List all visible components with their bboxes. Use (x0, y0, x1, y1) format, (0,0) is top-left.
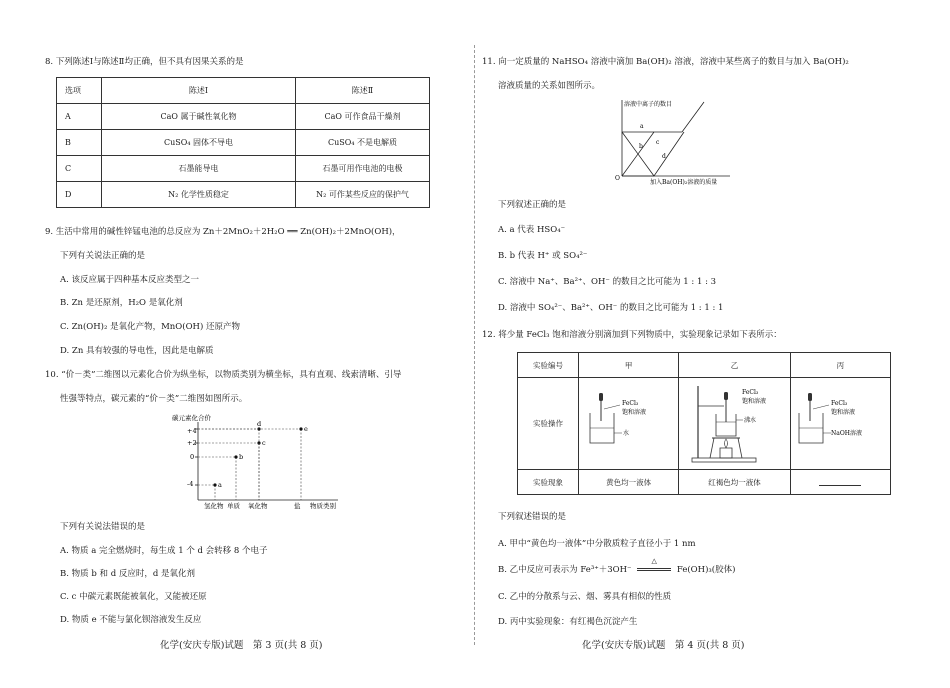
q11-stem: 11. 向一定质量的 NaHSO₄ 溶液中滴加 Ba(OH)₂ 溶液，溶液中某些离子的数目与加入 Ba(OH)₂ (482, 57, 849, 67)
table-header: 乙 (679, 353, 790, 378)
valence-class-chart (170, 410, 350, 510)
table-cell: A (57, 104, 102, 130)
table-cell: CuSO₄ 不是电解质 (296, 130, 430, 156)
q11-option-a: A. a 代表 HSO₄⁻ (498, 225, 566, 235)
table-cell: 石墨能导电 (102, 156, 296, 182)
data-point (213, 483, 216, 486)
x-tick-label: 单质 (227, 502, 240, 510)
table-cell: N₂ 化学性质稳定 (102, 182, 296, 208)
q10-sub: 下列有关说法错误的是 (60, 522, 146, 532)
table-cell: B (57, 130, 102, 156)
y-tick-label: -4 (187, 480, 194, 488)
q12-option-d: D. 丙中实验现象：有红褐色沉淀产生 (498, 617, 638, 627)
reagent-label: 沸水 (744, 416, 757, 424)
origin-label: O (615, 175, 620, 182)
q11-option-b: B. b 代表 H⁺ 或 SO₄²⁻ (498, 251, 588, 261)
table-cell: 红褐色均一液体 (679, 470, 790, 495)
q11-option-c: C. 溶液中 Na⁺、Ba²⁺、OH⁻ 的数目之比可能为 1 : 1 : 3 (498, 277, 717, 287)
series-label: d (662, 153, 666, 160)
table-row (518, 378, 891, 470)
q12-table (517, 352, 891, 495)
point-label: b (239, 453, 244, 461)
table-row (518, 470, 891, 495)
dropper-bulb (724, 392, 728, 400)
x-tick-label: 氧化物 (248, 502, 268, 510)
q11-option-d: D. 溶液中 SO₄²⁻、Ba²⁺、OH⁻ 的数目之比可能为 1 : 1 : 1 (498, 303, 724, 313)
reagent-label: NaOH溶液 (831, 429, 863, 437)
heating-apparatus-diagram (684, 380, 784, 466)
reagent-label: 饱和溶液 (742, 397, 767, 405)
q8-table (56, 77, 430, 208)
y-tick-label: +2 (187, 439, 197, 447)
table-row (57, 78, 430, 104)
q12-sub: 下列叙述错误的是 (498, 512, 567, 522)
point-label: d (257, 420, 262, 428)
x-tick-label: 氢化物 (204, 502, 224, 510)
y-tick-label: +4 (187, 427, 197, 435)
y-axis-label: 溶液中离子的数目 (624, 101, 673, 108)
stand-base (692, 458, 756, 462)
q10-option-b: B. 物质 b 和 d 反应时，d 是氧化剂 (60, 569, 195, 579)
table-header: 陈述Ⅱ (296, 78, 430, 104)
beaker-dropper-diagram (584, 383, 674, 463)
q9-option-d: D. Zn 具有较强的导电性，因此是电解质 (60, 346, 214, 356)
reagent-label: 饱和溶液 (621, 408, 646, 416)
table-row (57, 156, 430, 182)
heat-arrow (634, 557, 674, 575)
x-axis-label: 加入Ba(OH)₂溶液的质量 (650, 179, 718, 186)
table-cell: 实验操作 (518, 378, 579, 470)
footer-left: 化学(安庆专版)试题 第 3 页(共 8 页) (160, 640, 323, 651)
q10-option-a: A. 物质 a 完全燃烧时，每生成 1 个 d 会转移 8 个电子 (60, 546, 268, 556)
q11-stem-2: 溶液质量的关系如图所示。 (498, 81, 601, 91)
heat-symbol: △ (651, 557, 657, 565)
table-cell: D (57, 182, 102, 208)
q12-option-c: C. 乙中的分散系与云、烟、雾具有相似的性质 (498, 592, 672, 602)
table-header: 陈述Ⅰ (102, 78, 296, 104)
table-row (518, 353, 891, 378)
table-cell: CaO 可作食品干燥剂 (296, 104, 430, 130)
reagent-label: 饱和溶液 (831, 408, 856, 416)
column-divider (474, 45, 475, 645)
option-b-lhs: B. 乙中反应可表示为 Fe³⁺＋3OH⁻ (498, 565, 632, 575)
footer-right: 化学(安庆专版)试题 第 4 页(共 8 页) (582, 640, 745, 651)
series-d-line (622, 132, 684, 176)
table-header: 选项 (57, 78, 102, 104)
table-cell: CaO 属于碱性氧化物 (102, 104, 296, 130)
dropper-bulb (599, 393, 603, 401)
table-cell: C (57, 156, 102, 182)
q12-option-b (498, 557, 736, 575)
reagent-label: 水 (622, 429, 629, 437)
x-tick-label: 盐 (294, 502, 301, 510)
q10-stem-2: 性强等特点，碳元素的“价－类”二维图如图所示。 (60, 394, 248, 404)
y-axis-label: 碳元素化合价 (172, 414, 211, 422)
table-cell: 石墨可用作电池的电极 (296, 156, 430, 182)
q9-stem-2: 下列有关说法正确的是 (60, 251, 146, 261)
q12-option-a: A. 甲中“黄色均一液体”中分散质粒子直径小于 1 nm (498, 539, 696, 549)
point-label: c (262, 439, 266, 447)
experiment-bing-cell (790, 378, 890, 470)
table-cell: 黄色均一液体 (579, 470, 679, 495)
alcohol-lamp (720, 448, 732, 458)
q9-option-c: C. Zn(OH)₂ 是氧化产物，MnO(OH) 还原产物 (60, 322, 240, 332)
table-cell: CuSO₄ 固体不导电 (102, 130, 296, 156)
table-header: 丙 (790, 353, 890, 378)
series-label: b (639, 143, 643, 150)
q11-sub: 下列叙述正确的是 (498, 200, 567, 210)
reagent-label: FeCl₃ (831, 399, 848, 407)
y-tick-label: 0 (190, 453, 195, 461)
dropper-bulb (808, 393, 812, 401)
point-label: a (218, 481, 222, 489)
series-label: a (640, 123, 644, 130)
series-label: c (656, 139, 660, 146)
experiment-jia-cell (579, 378, 679, 470)
table-header: 甲 (579, 353, 679, 378)
q10-stem: 10. “价－类”二维图以元素化合价为纵坐标，以物质类别为横坐标，具有直观、线索清晰、引导 (45, 370, 402, 380)
point-label: e (304, 425, 308, 433)
option-b-rhs: Fe(OH)₃(胶体) (676, 565, 736, 575)
table-row (57, 104, 430, 130)
table-cell: N₂ 可作某些反应的保护气 (296, 182, 430, 208)
q10-option-d: D. 物质 e 不能与氯化钡溶液发生反应 (60, 615, 202, 625)
q9-stem: 9. 生活中常用的碱性锌锰电池的总反应为 Zn＋2MnO₂＋2H₂O ══ Zn(OH)₂＋2MnO(OH)， (45, 227, 401, 237)
q12-stem: 12. 将少量 FeCl₃ 饱和溶液分别滴加到下列物质中，实验现象记录如下表所示： (482, 330, 782, 340)
experiment-yi-cell (679, 378, 790, 470)
data-point (299, 427, 302, 430)
x-axis-label: 物质类别 (310, 502, 336, 510)
beaker-dropper-diagram (795, 383, 885, 463)
q8-stem: 8. 下列陈述Ⅰ与陈述Ⅱ均正确，但不具有因果关系的是 (45, 57, 244, 67)
data-point (234, 455, 237, 458)
answer-blank (790, 470, 890, 495)
reagent-label: FeCl₃ (742, 388, 759, 396)
table-cell: 实验现象 (518, 470, 579, 495)
table-row (57, 130, 430, 156)
table-row (57, 182, 430, 208)
table-header: 实验编号 (518, 353, 579, 378)
q10-option-c: C. c 中碳元素既能被氧化，又能被还原 (60, 592, 207, 602)
q9-option-a: A. 该反应属于四种基本反应类型之一 (60, 275, 200, 285)
reagent-label: FeCl₃ (621, 399, 638, 407)
q9-option-b: B. Zn 是还原剂，H₂O 是氧化剂 (60, 298, 183, 308)
ion-count-chart (612, 96, 738, 186)
